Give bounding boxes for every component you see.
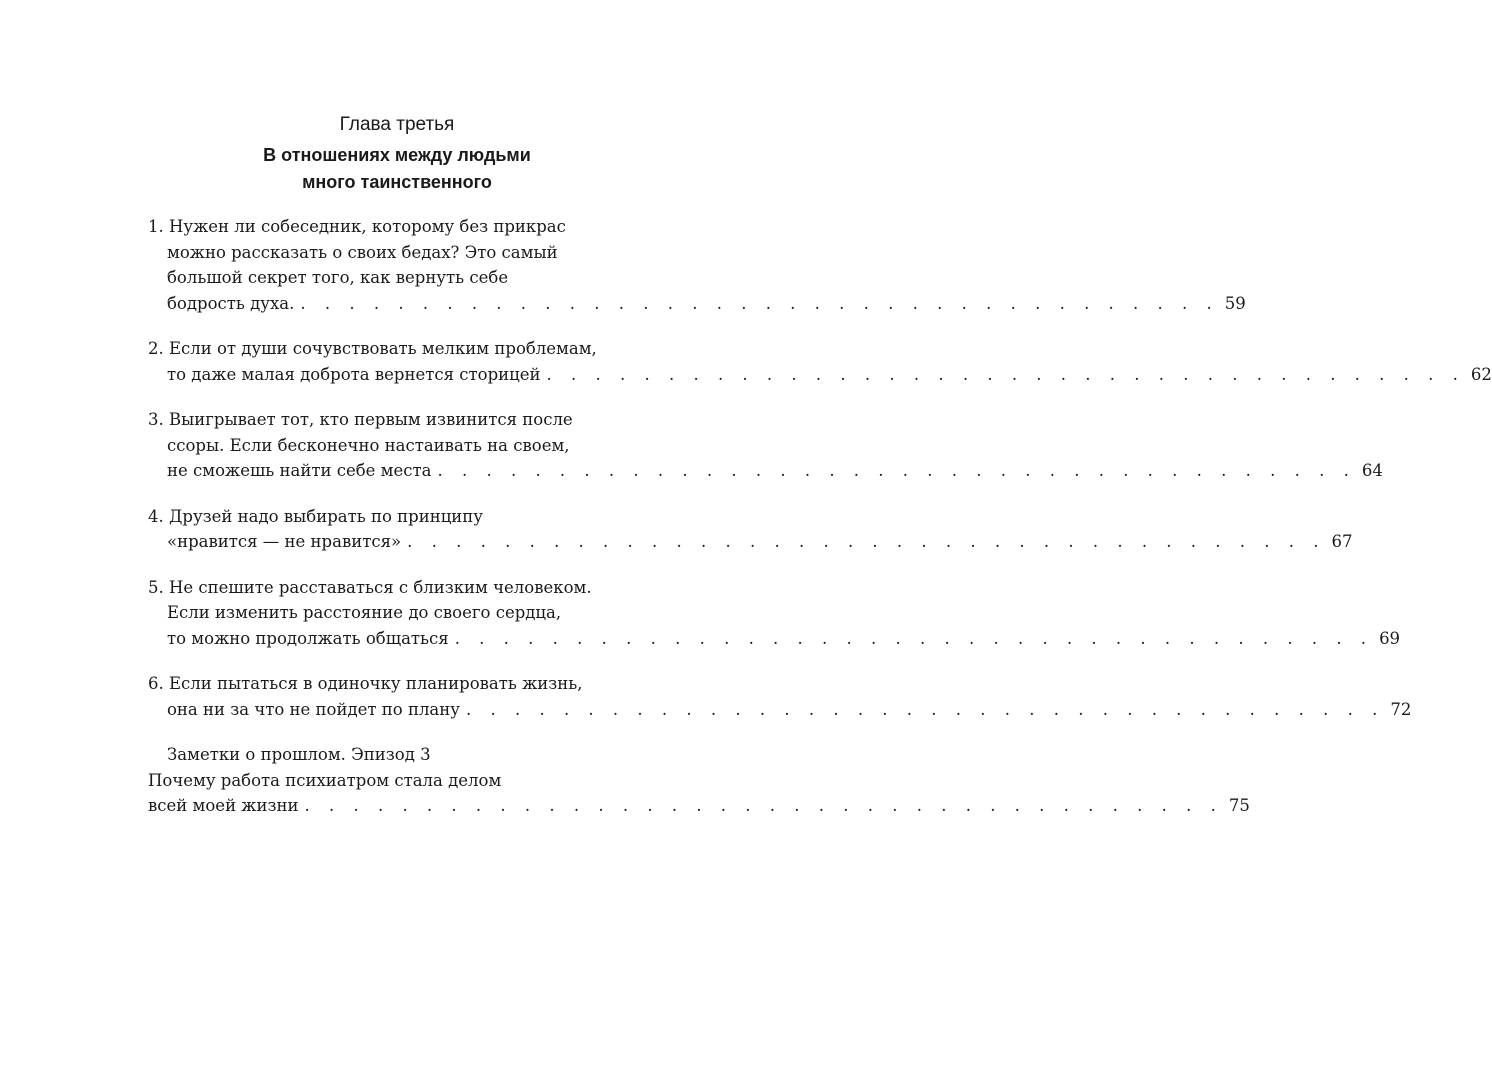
toc-entry-line: 1. Нужен ли собеседник, которому без прикрас <box>148 217 566 236</box>
toc-entry-line: 4. Друзей надо выбирать по принципу <box>148 506 484 526</box>
toc-entry-4[interactable] <box>148 504 1353 555</box>
toc-entry-last-line <box>148 458 1383 484</box>
toc-entry-notes[interactable] <box>148 742 1250 819</box>
toc-entry-line: 6. Если пытаться в одиночку планировать жизнь, <box>148 674 583 693</box>
chapter-title <box>0 142 794 196</box>
toc-entry-last-line <box>148 529 1353 555</box>
page-number: 67 <box>1331 532 1353 551</box>
toc-entry-line: Если изменить расстояние до своего сердца, <box>167 603 562 622</box>
toc-entry-line: не сможешь найти себе места <box>167 461 432 480</box>
toc-entry-line: то можно продолжать общаться <box>167 628 449 648</box>
toc-entry-line: всей моей жизни <box>148 796 299 815</box>
dot-leader: . . . . . . . . . . . . . . . . . . . . . . . . . . . . . . . . . . . . . . <box>407 532 1326 551</box>
dot-leader: . . . . . . . . . . . . . . . . . . . . . . . . . . . . . . . . . . . . . . <box>454 628 1374 648</box>
toc-entry-line: ссоры. Если бесконечно настаивать на своем, <box>167 435 570 455</box>
toc-entry-last-line <box>148 626 1401 652</box>
dot-leader: . . . . . . . . . . . . . . . . . . . . . . . . . . . . . . . . . . . . . . <box>465 699 1385 719</box>
toc-entry-last-line <box>148 291 1246 317</box>
page-number: 64 <box>1361 461 1383 480</box>
toc-entry-line: она ни за что не пойдет по плану <box>167 699 460 719</box>
dot-leader: . . . . . . . . . . . . . . . . . . . . . . . . . . . . . . . . . . . . . . <box>546 364 1465 384</box>
toc-entry-line: Почему работа психиатром стала делом <box>148 770 502 790</box>
toc-entry-last-line <box>148 697 1412 723</box>
dot-leader: . . . . . . . . . . . . . . . . . . . . . . . . . . . . . . . . . . . . . . <box>300 293 1219 313</box>
page-number: 69 <box>1379 628 1401 648</box>
page-number: 72 <box>1390 699 1412 719</box>
table-of-contents <box>148 214 1492 839</box>
toc-entry-last-line <box>148 362 1492 388</box>
chapter-label: Глава третья <box>339 114 455 135</box>
page-number: 75 <box>1228 796 1250 815</box>
toc-entry-2[interactable] <box>148 336 1492 387</box>
toc-entry-6[interactable] <box>148 671 1412 722</box>
page-number: 62 <box>1470 364 1492 384</box>
dot-leader: . . . . . . . . . . . . . . . . . . . . . . . . . . . . . . . . . . . . . . <box>437 461 1356 480</box>
toc-entry-line: большой секрет того, как вернуть себе <box>167 268 509 287</box>
toc-entry-line: то даже малая доброта вернется сторицей <box>167 364 541 384</box>
toc-entry-last-line <box>148 793 1250 819</box>
chapter-title-line-2: много таинственного <box>302 172 492 192</box>
chapter-title-line-1: В отношениях между людьми <box>263 145 531 165</box>
page-number: 59 <box>1224 293 1246 313</box>
toc-entry-5[interactable] <box>148 575 1401 652</box>
toc-entry-1[interactable] <box>148 214 1246 316</box>
toc-entry-line: 5. Не спешите расставаться с близким человеком. <box>148 577 592 597</box>
toc-entry-line: «нравится — не нравится» <box>167 532 402 551</box>
toc-entry-line: бодрость духа. <box>167 293 295 313</box>
toc-entry-line: можно рассказать о своих бедах? Это самый <box>167 242 558 262</box>
toc-entry-line: 3. Выигрывает тот, кто первым извинится после <box>148 410 573 429</box>
toc-entry-line: 2. Если от души сочувствовать мелким проблемам, <box>148 339 597 358</box>
toc-entry-line: Заметки о прошлом. Эпизод 3 <box>167 745 431 764</box>
dot-leader: . . . . . . . . . . . . . . . . . . . . . . . . . . . . . . . . . . . . . . <box>304 796 1223 815</box>
toc-entry-3[interactable] <box>148 407 1383 484</box>
